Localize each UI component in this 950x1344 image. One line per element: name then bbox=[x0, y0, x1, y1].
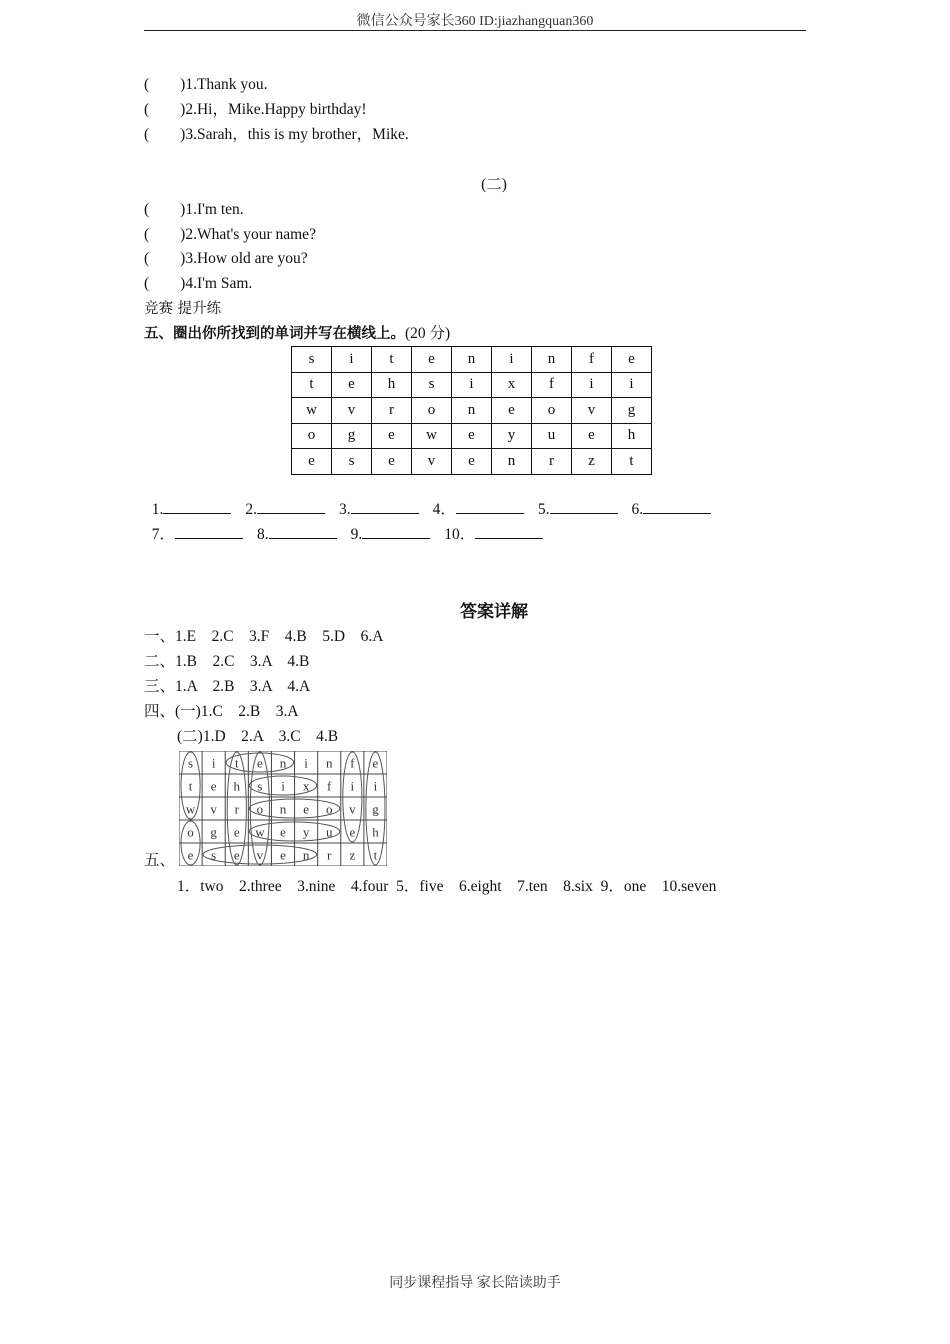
grid-cell[interactable]: y bbox=[492, 423, 532, 449]
answer-2: 二、1.B 2.C 3.A 4.B bbox=[144, 653, 310, 670]
answer-grid-letter: n bbox=[279, 801, 287, 817]
word-search-grid bbox=[291, 346, 652, 475]
blank-label-9: 9. bbox=[350, 526, 363, 543]
grid-cell[interactable]: t bbox=[612, 449, 652, 475]
grid-cell[interactable]: s bbox=[292, 347, 332, 373]
grid-cell[interactable]: e bbox=[572, 423, 612, 449]
grid-cell[interactable]: n bbox=[452, 347, 492, 373]
blank-9[interactable] bbox=[362, 524, 430, 539]
answer-grid-letter: w bbox=[255, 824, 265, 840]
answer-grid-letter: e bbox=[256, 755, 263, 771]
grid-cell[interactable]: v bbox=[412, 449, 452, 475]
answer-4a: 四、(一)1.C 2.B 3.A bbox=[144, 703, 299, 720]
grid-cell[interactable]: e bbox=[492, 398, 532, 424]
blank-label-7: 7． bbox=[151, 526, 176, 543]
grid-cell[interactable]: v bbox=[572, 398, 612, 424]
answer-grid-letter: w bbox=[185, 801, 196, 817]
answer-grid-letter: n bbox=[325, 755, 333, 771]
grid-cell[interactable]: u bbox=[532, 423, 572, 449]
answer-grid-letter: x bbox=[302, 778, 310, 794]
part1-item-1: ( )1.Thank you. bbox=[144, 76, 268, 93]
grid-cell[interactable]: h bbox=[372, 372, 412, 398]
grid-cell[interactable]: o bbox=[532, 398, 572, 424]
grid-cell[interactable]: t bbox=[372, 347, 412, 373]
grid-cell[interactable]: n bbox=[532, 347, 572, 373]
section5-score: (20 分) bbox=[405, 325, 451, 342]
answer-word-grid-image bbox=[179, 751, 387, 866]
grid-cell[interactable]: e bbox=[292, 449, 332, 475]
answer-grid-letter: e bbox=[280, 847, 286, 863]
blank-label-6: 6. bbox=[631, 501, 644, 518]
answer-grid-letter: t bbox=[234, 755, 239, 771]
answer-grid-letter: u bbox=[325, 824, 333, 840]
header-divider bbox=[144, 30, 806, 31]
answer-grid-letter: n bbox=[302, 847, 310, 863]
answer-grid-letter: s bbox=[211, 847, 217, 863]
grid-cell[interactable]: x bbox=[492, 372, 532, 398]
answer-grid-letter: i bbox=[281, 778, 285, 794]
answer-grid-letter: e bbox=[349, 824, 356, 840]
answers-title: 答案详解 bbox=[460, 602, 528, 622]
answer-grid-letter: e bbox=[280, 824, 286, 840]
grid-cell[interactable]: o bbox=[412, 398, 452, 424]
answer-grid-letter: f bbox=[350, 755, 355, 771]
part1-item-3: ( )3.Sarah，this is my brother，Mike. bbox=[144, 126, 409, 143]
grid-cell[interactable]: e bbox=[412, 347, 452, 373]
blank-label-2: 2. bbox=[245, 501, 257, 518]
grid-cell[interactable]: o bbox=[292, 423, 332, 449]
grid-cell[interactable]: g bbox=[332, 423, 372, 449]
grid-cell[interactable]: e bbox=[332, 372, 372, 398]
blank-7[interactable] bbox=[175, 524, 243, 539]
answer-grid-letter: i bbox=[211, 755, 216, 771]
answer-1: 一、1.E 2.C 3.F 4.B 5.D 6.A bbox=[144, 628, 384, 645]
contest-label: 竞赛 提升练 bbox=[144, 301, 222, 317]
grid-row bbox=[292, 449, 652, 475]
answer-grid-letter: v bbox=[256, 847, 264, 863]
part2-item-1: ( )1.I'm ten. bbox=[144, 201, 244, 218]
blank-label-3: 3. bbox=[339, 501, 351, 518]
grid-cell[interactable]: i bbox=[452, 372, 492, 398]
answer-grid-letter: n bbox=[279, 755, 287, 771]
section5-heading bbox=[144, 324, 450, 344]
answer-grid-letter: o bbox=[325, 801, 333, 817]
part2-item-3: ( )3.How old are you? bbox=[144, 250, 308, 267]
grid-cell[interactable]: i bbox=[572, 372, 612, 398]
answer-grid-letter: g bbox=[372, 801, 379, 817]
grid-cell[interactable]: r bbox=[532, 449, 572, 475]
grid-cell[interactable]: f bbox=[532, 372, 572, 398]
grid-row bbox=[292, 423, 652, 449]
grid-cell[interactable]: i bbox=[332, 347, 372, 373]
grid-cell[interactable]: n bbox=[452, 398, 492, 424]
grid-cell[interactable]: h bbox=[612, 423, 652, 449]
blank-8[interactable] bbox=[269, 524, 337, 539]
answer-grid-letter: i bbox=[350, 778, 355, 794]
answer-grid-letter: s bbox=[257, 778, 263, 794]
grid-cell[interactable]: s bbox=[412, 372, 452, 398]
grid-cell[interactable]: v bbox=[332, 398, 372, 424]
page-footer: 同步课程指导 家长陪读助手 bbox=[389, 1276, 561, 1291]
part1-item-2: ( )2.Hi，Mike.Happy birthday! bbox=[144, 101, 367, 118]
part2-item-4: ( )4.I'm Sam. bbox=[144, 275, 253, 292]
blank-label-4: 4． bbox=[432, 501, 456, 518]
answer-grid-letter: e bbox=[303, 801, 310, 817]
answer-grid-letter: e bbox=[210, 778, 217, 794]
answer-grid-letter: t bbox=[188, 778, 193, 794]
grid-cell[interactable]: e bbox=[452, 423, 492, 449]
grid-cell[interactable]: f bbox=[572, 347, 612, 373]
answer-grid-letter: v bbox=[349, 801, 356, 817]
answer-grid-letter: r bbox=[327, 847, 332, 863]
answer-grid-letter: g bbox=[210, 824, 217, 840]
blank-label-1: 1. bbox=[151, 501, 164, 518]
answer-grid-letter: i bbox=[304, 755, 308, 771]
grid-cell[interactable]: i bbox=[612, 372, 652, 398]
answer-grid-letter: h bbox=[372, 824, 379, 840]
answer-grid-letter: y bbox=[302, 824, 310, 840]
grid-cell[interactable]: e bbox=[372, 449, 412, 475]
blank-label-8: 8. bbox=[257, 526, 269, 543]
answer-grid-letter: s bbox=[188, 755, 194, 771]
grid-cell[interactable]: t bbox=[292, 372, 332, 398]
answer-grid-letter: e bbox=[187, 847, 194, 863]
answer-grid-letter: o bbox=[256, 801, 264, 817]
part2-heading: (二) bbox=[481, 176, 507, 193]
page-header: 微信公众号家长360 ID:jiazhangquan360 bbox=[356, 14, 594, 29]
grid-cell[interactable]: n bbox=[492, 449, 532, 475]
answer-grid-letter: f bbox=[327, 778, 332, 794]
blank-10[interactable] bbox=[475, 524, 543, 539]
answer-grid-letter: z bbox=[349, 847, 356, 863]
answer-5-words: 1．two 2.three 3.nine 4.four 5．five 6.eight 7.ten 8.six 9．one 10.seven bbox=[177, 878, 717, 895]
blank-label-5: 5. bbox=[537, 501, 550, 518]
answer-grid-letter: i bbox=[373, 778, 378, 794]
grid-cell[interactable]: e bbox=[452, 449, 492, 475]
answer-grid-letter: e bbox=[233, 824, 240, 840]
answer-grid-letter: t bbox=[373, 847, 378, 863]
grid-cell[interactable]: w bbox=[412, 423, 452, 449]
answer-3: 三、1.A 2.B 3.A 4.A bbox=[144, 678, 311, 695]
part2-item-2: ( )2.What's your name? bbox=[144, 226, 316, 243]
grid-cell[interactable]: z bbox=[572, 449, 612, 475]
blank-label-10: 10． bbox=[444, 526, 476, 543]
grid-cell[interactable]: e bbox=[372, 423, 412, 449]
grid-cell[interactable]: i bbox=[492, 347, 532, 373]
grid-cell[interactable]: e bbox=[612, 347, 652, 373]
answer-5-label: 五、 bbox=[144, 852, 176, 869]
grid-row bbox=[292, 398, 652, 424]
answer-grid-letter: r bbox=[234, 801, 239, 817]
answer-grid-letter: o bbox=[187, 824, 194, 840]
grid-row bbox=[292, 372, 652, 398]
blank-6[interactable] bbox=[643, 499, 711, 514]
grid-cell[interactable]: s bbox=[332, 449, 372, 475]
answer-grid-letter: e bbox=[233, 847, 240, 863]
answer-grid-svg bbox=[179, 751, 387, 866]
blank-5[interactable] bbox=[550, 499, 618, 514]
blank-row-2 bbox=[144, 504, 557, 545]
grid-cell[interactable]: g bbox=[612, 398, 652, 424]
grid-row bbox=[292, 347, 652, 373]
section5-title: 五、圈出你所找到的单词并写在横线上。 bbox=[144, 326, 405, 342]
grid-cell[interactable]: w bbox=[292, 398, 332, 424]
answer-grid-letter: h bbox=[233, 778, 241, 794]
grid-cell[interactable]: r bbox=[372, 398, 412, 424]
answer-grid-letter: v bbox=[210, 801, 217, 817]
answer-grid-letter: e bbox=[372, 755, 379, 771]
answer-4b: (二)1.D 2.A 3.C 4.B bbox=[177, 728, 339, 745]
